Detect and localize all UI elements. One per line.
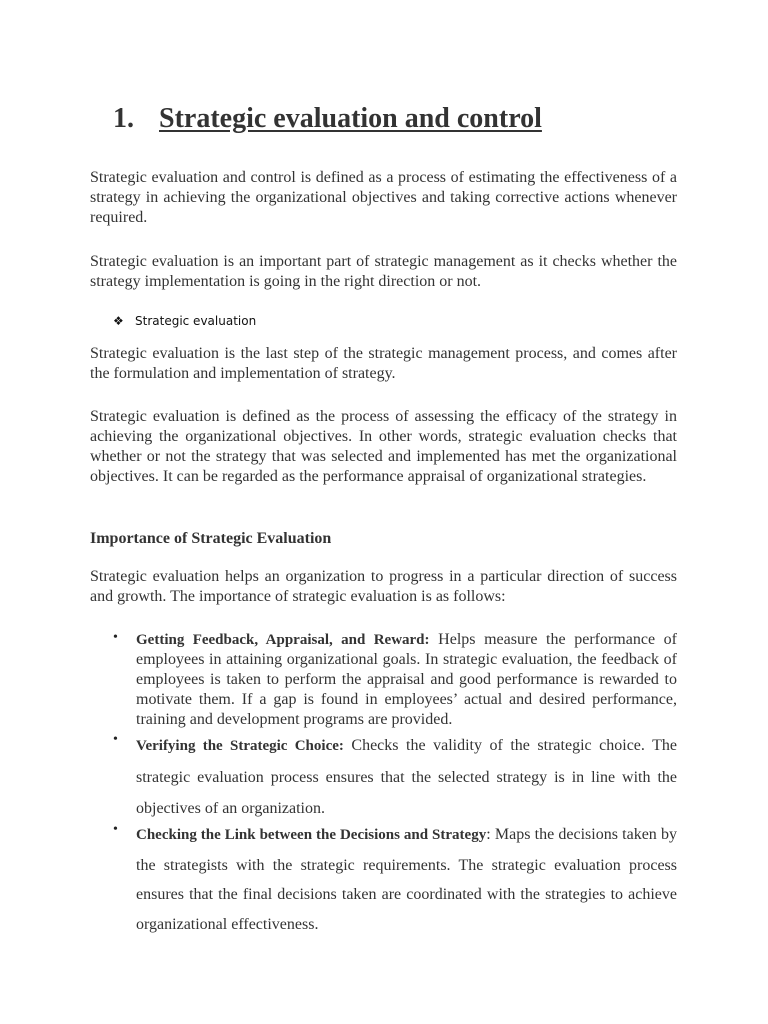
list-item [136, 820, 677, 939]
section-heading [113, 103, 542, 135]
section-title: Strategic evaluation and control [159, 103, 542, 134]
importance-heading: Importance of Strategic Evaluation [90, 530, 332, 547]
evaluation-paragraph: Strategic evaluation is defined as the process of assessing the efficacy of the strategy in achieving the organizational objectives. In other words, strategic evaluation checks that whether or not the strategy that was selected and implemented has met the organizational objectives. It can be regarded as the performance appraisal of organizational strategies. [90, 408, 677, 485]
list-item-text: Checks the validity of the strategic choice. The strategic evaluation process ensures that the selected strategy is in line with the objectives of an organization. [136, 737, 677, 817]
evaluation-paragraph: Strategic evaluation is the last step of the strategic management process, and comes after the formulation and implementation of strategy. [90, 345, 677, 382]
list-item [136, 730, 677, 824]
bullet-dot-icon: • [113, 630, 118, 645]
importance-intro: Strategic evaluation helps an organization to progress in a particular direction of success and growth. The importance of strategic evaluation is as follows: [90, 568, 677, 605]
bullet-dot-icon: • [113, 732, 118, 747]
list-item-title: Checking the Link between the Decisions and Strategy [136, 827, 487, 843]
intro-paragraph: Strategic evaluation is an important part of strategic management as it checks whether the strategy implementation is going in the right direction or not. [90, 253, 677, 290]
sub-bullet [113, 314, 256, 328]
list-item-title: Getting Feedback, Appraisal, and Reward: [136, 632, 430, 648]
list-item-text: Helps measure the performance of employees in attaining organizational goals. In strategic evaluation, the feedback of employees is taken to perform the appraisal and good performance is rewarded to motivate them. If a gap is found in employees’ actual and desired performance, training and development programs are provided. [136, 631, 678, 728]
intro-paragraph: Strategic evaluation and control is defined as a process of estimating the effectiveness of a strategy in achieving the organizational objectives and taking corrective actions whenever required. [90, 169, 677, 226]
sub-bullet-label: Strategic evaluation [135, 314, 257, 328]
section-number: 1. [113, 103, 134, 134]
list-item-title: Verifying the Strategic Choice: [136, 738, 344, 754]
list-item [136, 630, 677, 730]
bullet-dot-icon: • [113, 822, 118, 837]
list-item-text: : Maps the decisions taken by the strategists with the strategic requirements. The strategic evaluation process ensures that the final decisions taken are coordinated with the strategies to achieve organizational effectiveness. [136, 826, 677, 933]
diamond-bullet-icon: ❖ [113, 314, 124, 328]
